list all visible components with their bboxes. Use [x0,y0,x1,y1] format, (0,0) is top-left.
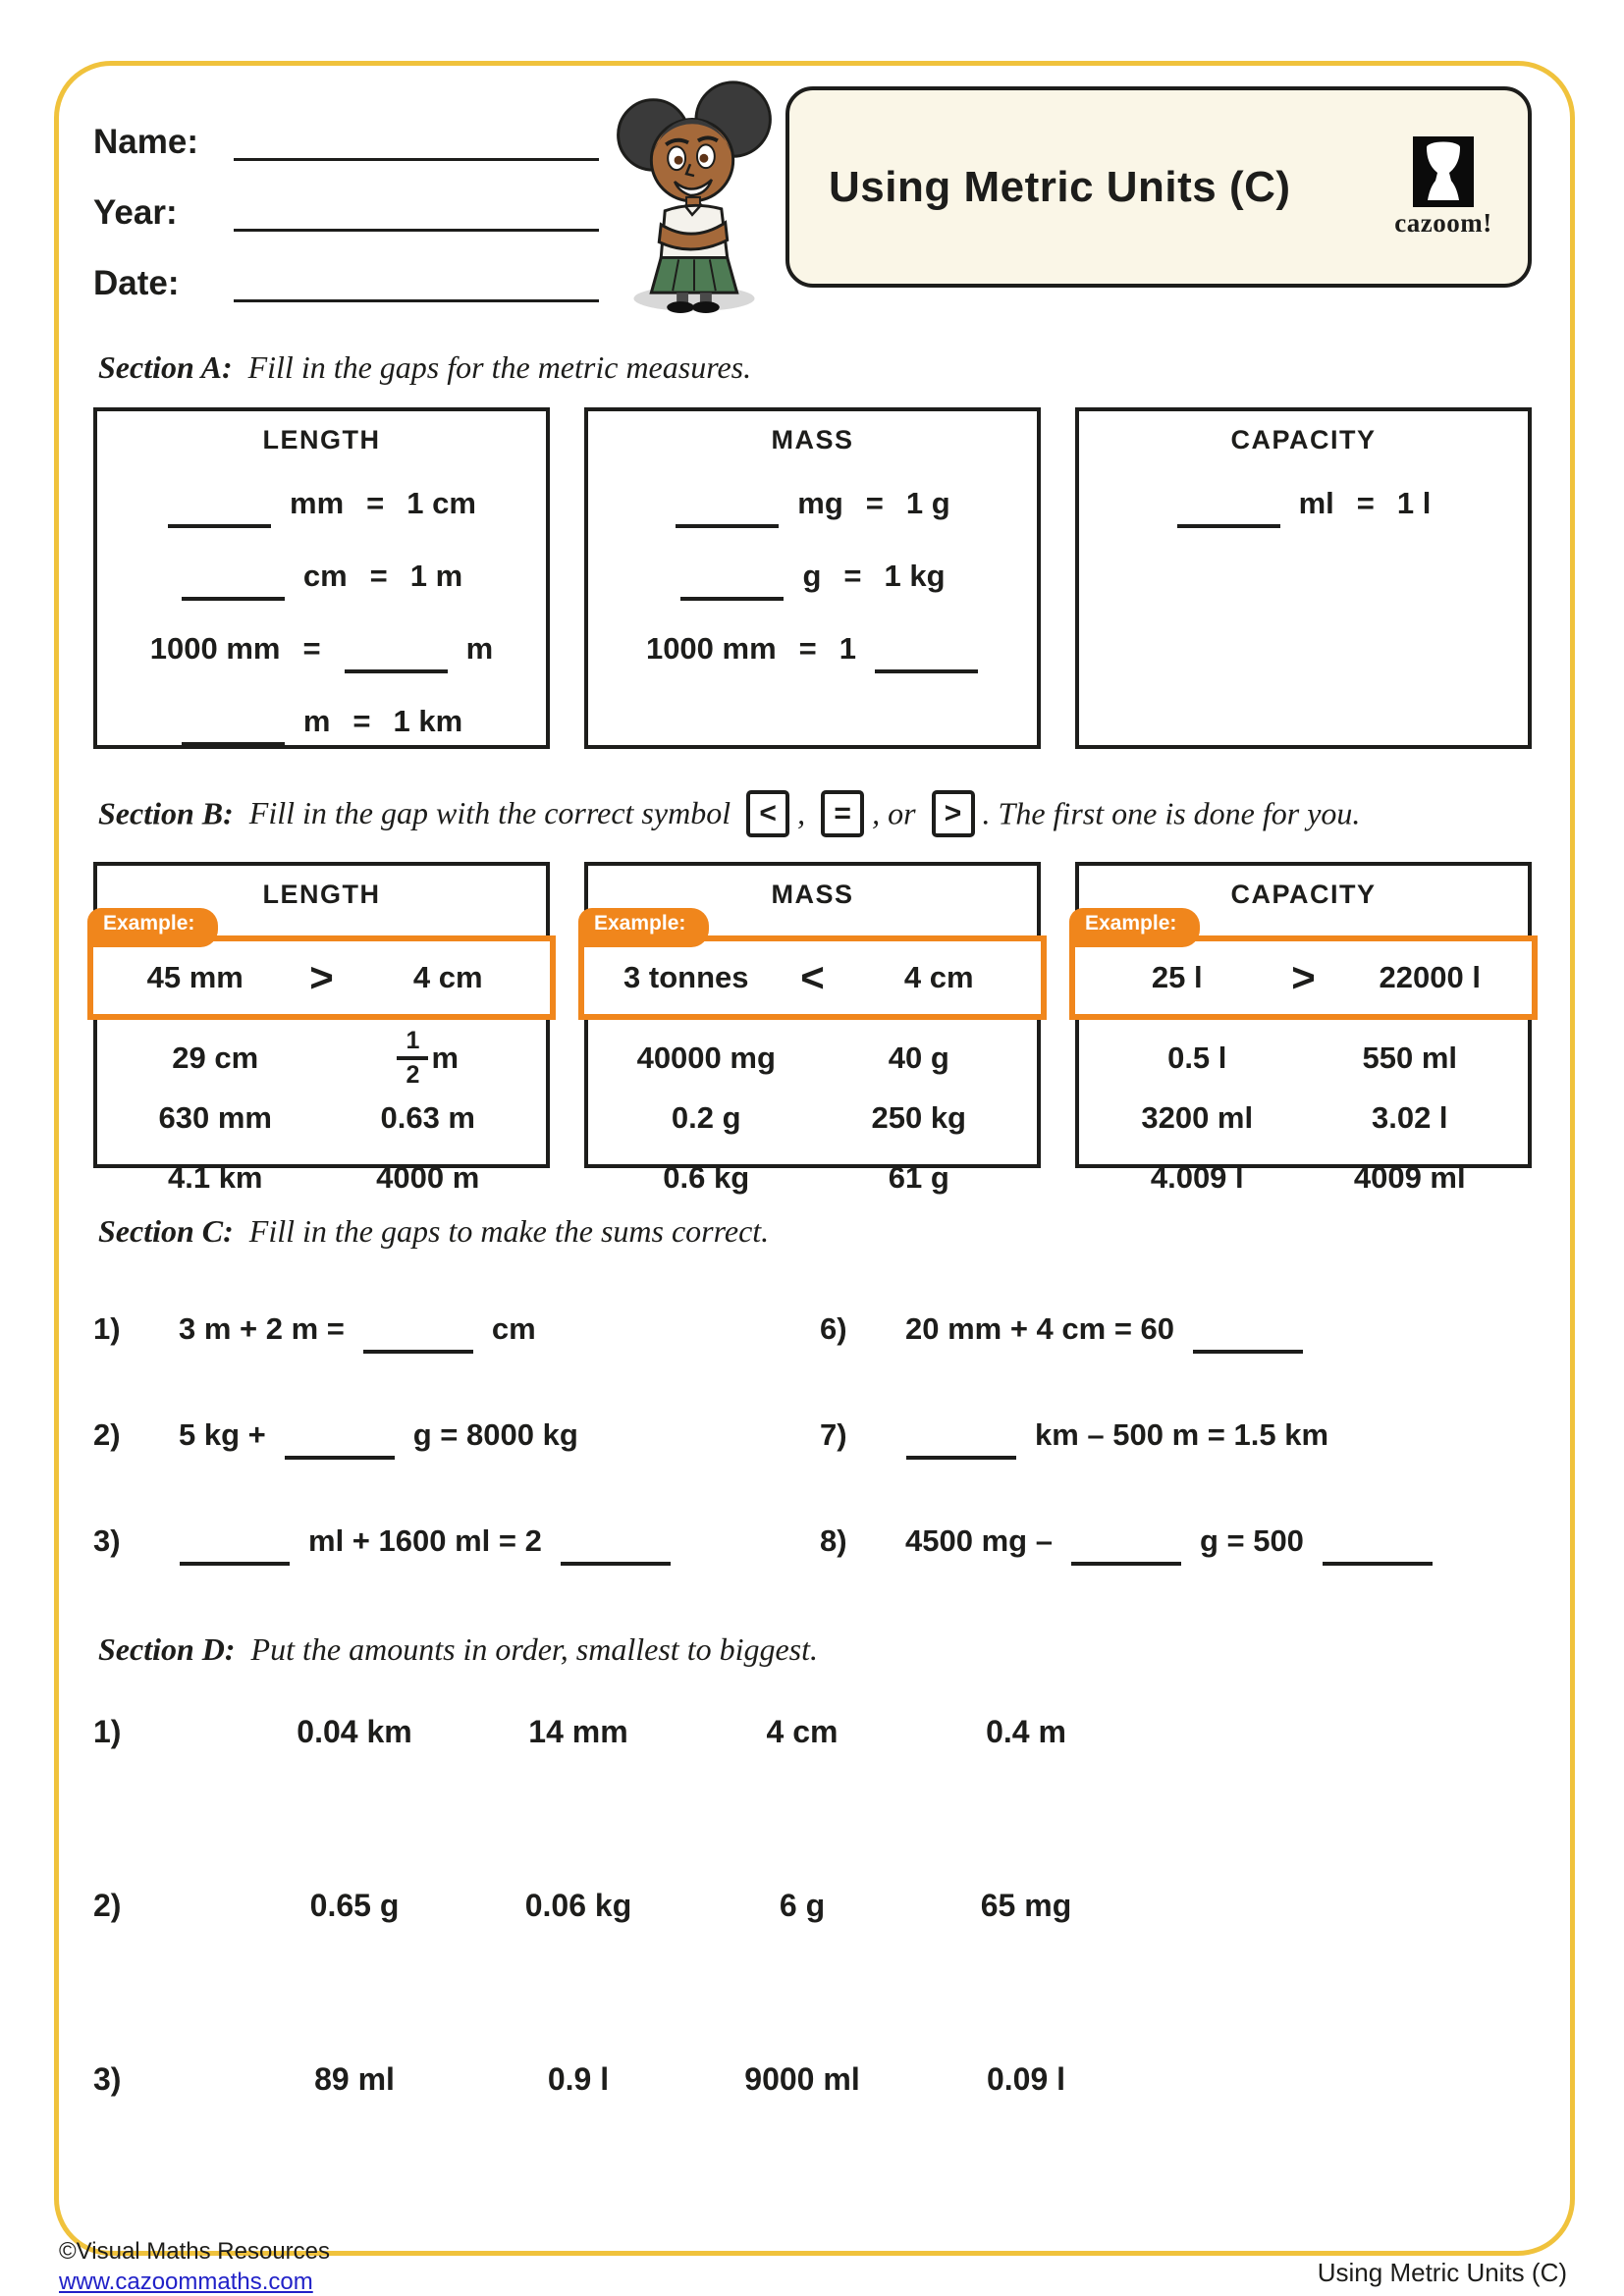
conversion-row [117,540,526,613]
conversion-rows [97,455,546,758]
left-value: 4.009 l [1150,1159,1244,1195]
left-value: 40000 mg [636,1040,776,1075]
example-tab-label: Example: [1069,908,1200,947]
left-value: 0.5 l [1167,1040,1227,1075]
date-row [93,232,599,302]
page-title: Using Metric Units (C) [829,162,1291,211]
box-header: CAPACITY [1230,880,1377,909]
right-value: 250 kg [871,1099,966,1135]
conversion-row [608,613,1017,685]
name-label: Name: [93,123,198,162]
year-row [93,161,599,232]
box-header: LENGTH [262,425,381,454]
equation-token: 20 mm + 4 cm = 60 [905,1311,1175,1346]
ordering-value: 0.06 kg [524,1887,632,1923]
left-value: 4.1 km [167,1159,263,1195]
conversion-rows [1079,455,1528,540]
conversion-row [117,613,526,685]
conversion-row [608,540,1017,613]
sum-item [93,1488,820,1594]
box-header: CAPACITY [1230,425,1377,454]
sum-number: 2) [93,1417,121,1452]
equation-token: 1 [839,631,857,666]
answer-blank [680,571,784,601]
ordering-value: 0.4 m [986,1713,1066,1749]
schoolgirl-cartoon-illustration [604,61,781,319]
section-c-instruction: Fill in the gaps to make the sums correct. [248,1213,770,1249]
equation-token: 5 kg + [179,1417,266,1452]
section-b-label: Section B: [98,795,234,831]
answer-blank [1177,499,1280,528]
equation-token: cm [302,559,348,593]
sum-item [93,1382,820,1488]
fraction-denominator: 2 [406,1060,420,1089]
comparison-row [109,1088,534,1148]
metric-box-capacity [1075,407,1532,749]
fraction-numerator: 1 [406,1026,420,1054]
sum-number: 6) [820,1311,847,1346]
example-comparison-symbol: > [309,954,334,1000]
equation-token: m [302,704,331,738]
answer-blank [561,1536,671,1566]
example-right-value: 22000 l [1379,960,1481,994]
equation-token: 1 kg [884,559,946,593]
section-d-rows [93,1706,1321,2227]
left-value: 0.2 g [671,1099,741,1135]
answer-blank [1323,1536,1433,1566]
ordering-value: 0.09 l [986,2060,1066,2097]
conversion-row [608,467,1017,540]
example-right-value: 4 cm [903,960,974,994]
section-b-instruction-suffix: . The first one is done for you. [982,795,1361,831]
fraction-unit: m [431,1040,460,1075]
footer-website-link[interactable]: www.cazoommaths.com [59,2269,313,2296]
equation-token: 1 l [1396,486,1432,520]
equation-token: 4500 mg – [905,1523,1053,1558]
example-tab-label: Example: [87,908,218,947]
metric-box-mass [584,407,1041,749]
answer-blank [906,1430,1016,1460]
answer-blank [345,644,448,673]
ordering-value: 14 mm [528,1713,628,1749]
example-comparison-symbol: < [800,954,825,1000]
section-c-left-column [93,1276,820,1594]
comparison-row [109,1028,534,1088]
less-than-symbol-box: < [746,790,789,837]
ordering-row [93,2054,1321,2105]
sum-number: 1) [93,1311,121,1346]
equation-token: = [843,559,862,593]
section-b-instruction-prefix: Fill in the gap with the correct symbol [248,795,731,831]
cazoom-logo-text: cazoom! [1394,207,1492,238]
equals-symbol-box: = [821,790,864,837]
right-value: 3.02 l [1371,1099,1448,1135]
equation-token: = [302,631,321,666]
comparison-box-length [93,862,550,1195]
section-c-label: Section C: [98,1213,234,1249]
section-c-heading [98,1213,769,1250]
comparison-row [600,1088,1025,1148]
section-b-boxes [93,862,1532,1195]
sum-item [820,1488,1546,1594]
answer-blank [1193,1324,1303,1354]
equation-token: = [352,704,371,738]
footer-credit: ©Visual Maths Resources [59,2238,331,2265]
ordering-row [93,1706,1321,1757]
ordering-value: 6 g [779,1887,826,1923]
student-id-block [93,90,599,302]
right-value: 4009 ml [1353,1159,1466,1195]
example-tab-label: Example: [578,908,709,947]
answer-blank [285,1430,395,1460]
year-write-line [234,192,599,232]
equation-token: = [369,559,388,593]
left-value: 29 cm [172,1040,259,1075]
title-box [785,86,1532,288]
comparison-row [1091,1148,1516,1207]
right-value: 40 g [888,1040,949,1075]
equation-token: 1000 mm [645,631,777,666]
name-write-line [234,122,599,161]
conversion-row [117,467,526,540]
equation-token: 1 m [409,559,463,593]
right-value: 61 g [888,1159,949,1195]
example-left-value: 45 mm [146,960,244,994]
right-value [322,1026,535,1089]
comparison-rows [588,1020,1037,1207]
box-header: MASS [771,425,854,454]
section-a-label: Section A: [98,349,233,385]
sum-number: 3) [93,1523,121,1558]
equation-token: = [1356,486,1375,520]
comparison-box-mass [584,862,1041,1195]
box-header: MASS [771,880,854,909]
section-d-heading [98,1631,818,1668]
comparison-rows [97,1020,546,1207]
conversion-row [1099,467,1508,540]
example-row [87,912,556,1020]
ordering-number: 1) [93,1713,122,1749]
equation-token: g = 500 [1199,1523,1304,1558]
equation-token: g [802,559,822,593]
ordering-value: 0.04 km [297,1713,412,1749]
right-value: 550 ml [1362,1040,1457,1075]
conversion-rows [588,455,1037,685]
name-row [93,90,599,161]
comparison-row [1091,1088,1516,1148]
left-value: 630 mm [158,1099,272,1135]
equation-token: = [798,631,817,666]
equation-token: = [865,486,884,520]
symbol-separator-or: , or [872,795,916,831]
ordering-number: 2) [93,1887,122,1923]
equation-token: cm [491,1311,536,1346]
date-label: Date: [93,264,180,303]
example-left-value: 25 l [1151,960,1203,994]
equation-token: mg [797,486,843,520]
answer-blank [182,571,285,601]
section-d-instruction: Put the amounts in order, smallest to biggest. [250,1631,819,1667]
equation-token: 1000 mm [149,631,281,666]
answer-blank [875,644,978,673]
sum-number: 7) [820,1417,847,1452]
equation-token: m [465,631,494,666]
greater-than-symbol-box: > [932,790,975,837]
right-value: 4000 m [376,1159,480,1195]
equation-token: g = 8000 kg [412,1417,578,1452]
section-a-heading [98,349,751,386]
comparison-row [1091,1028,1516,1088]
equation-token: 3 m + 2 m = [179,1311,345,1346]
conversion-row [117,685,526,758]
ordering-value: 0.9 l [547,2060,610,2097]
section-c-columns [93,1276,1546,1594]
example-right-value: 4 cm [412,960,483,994]
comparison-box-capacity [1075,862,1532,1195]
sum-item [820,1276,1546,1382]
symbol-separator-comma: , [797,795,806,831]
equation-token: 1 cm [406,486,476,520]
example-left-value: 3 tonnes [623,960,749,994]
sum-item [820,1382,1546,1488]
ordering-value: 4 cm [766,1713,839,1749]
comparison-row [600,1028,1025,1088]
schoolgirl-cartoon-svg [604,61,781,314]
equation-token: 1 km [393,704,463,738]
equation-token: ml + 1600 ml = 2 [308,1523,542,1558]
footer-worksheet-title: Using Metric Units (C) [1317,2258,1567,2287]
section-c-right-column [820,1276,1546,1594]
example-row [578,912,1047,1020]
box-header: LENGTH [262,880,381,909]
equation-token: = [366,486,385,520]
fraction [397,1026,428,1089]
ordering-number: 3) [93,2060,122,2097]
left-value: 0.6 kg [663,1159,750,1195]
right-value: 0.63 m [380,1099,475,1135]
date-write-line [234,263,599,302]
section-a-instruction: Fill in the gaps for the metric measures. [247,349,752,385]
answer-blank [180,1536,290,1566]
ordering-value: 9000 ml [744,2060,860,2097]
cazoom-drum-icon [1413,136,1474,207]
answer-blank [168,499,271,528]
comparison-rows [1079,1020,1528,1207]
fraction-bar [397,1056,428,1060]
ordering-value: 89 ml [314,2060,395,2097]
left-value: 3200 ml [1141,1099,1254,1135]
metric-box-length [93,407,550,749]
section-b-heading [98,793,1360,840]
example-row [1069,912,1538,1020]
answer-blank [182,717,285,746]
example-comparison-symbol: > [1291,954,1316,1000]
ordering-row [93,1880,1321,1931]
section-d-label: Section D: [98,1631,236,1667]
sum-item [93,1276,820,1382]
equation-token: 1 g [905,486,950,520]
section-a-boxes [93,407,1532,749]
ordering-value: 65 mg [980,1887,1072,1923]
answer-blank [363,1324,473,1354]
equation-token: km – 500 m = 1.5 km [1035,1417,1329,1452]
ordering-value: 0.65 g [309,1887,400,1923]
comparison-row [109,1148,534,1207]
footer-credit-block [59,2236,330,2296]
year-label: Year: [93,193,178,233]
answer-blank [676,499,779,528]
equation-token: ml [1298,486,1334,520]
comparison-row [600,1148,1025,1207]
sum-number: 8) [820,1523,847,1558]
equation-token: mm [290,486,345,520]
cazoom-logo [1388,136,1498,239]
answer-blank [1071,1536,1181,1566]
